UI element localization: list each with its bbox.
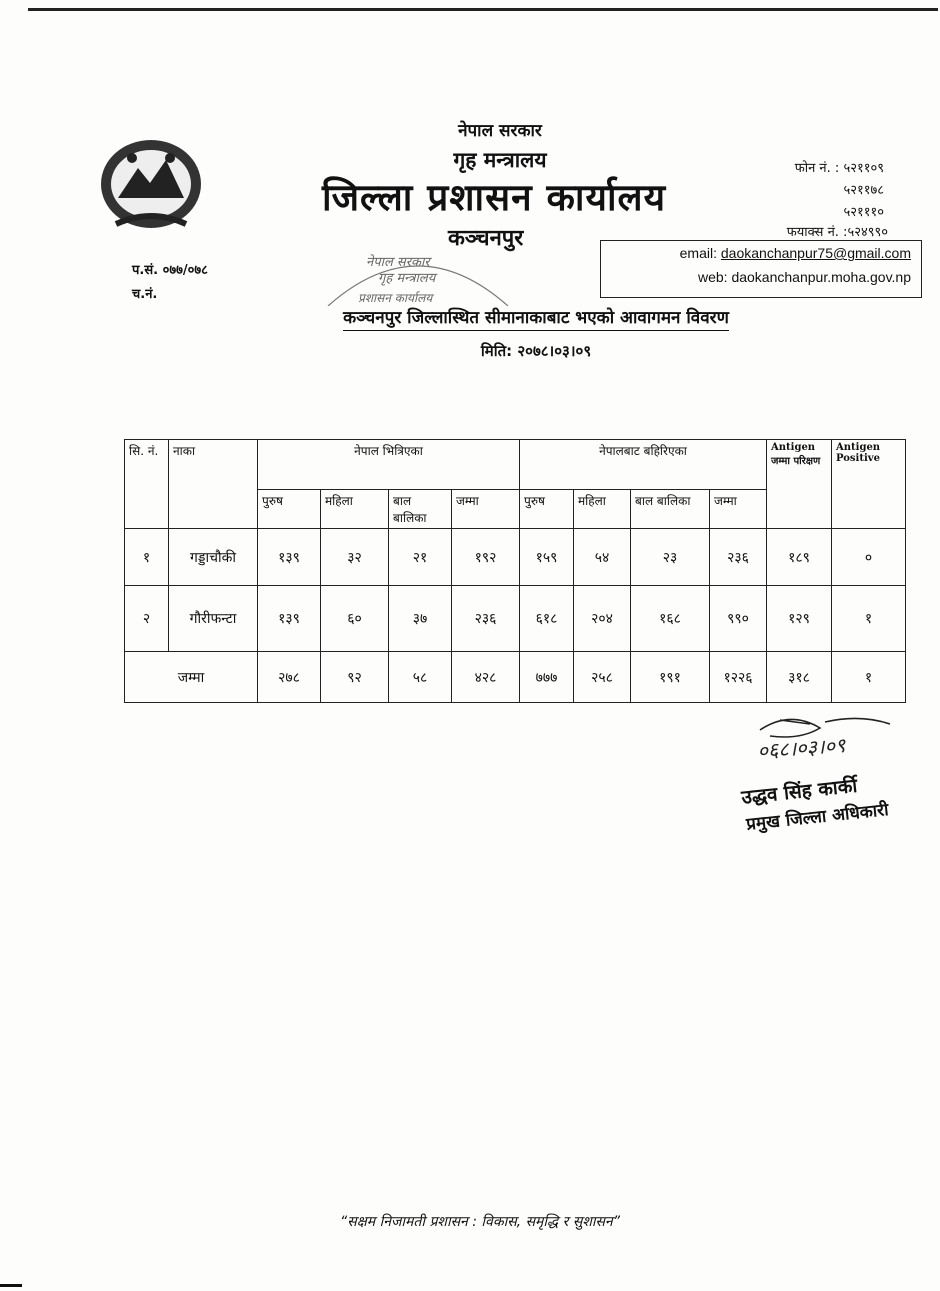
district-name: कञ्चनपुर — [448, 226, 524, 251]
cell-total-label: जम्मा — [125, 652, 258, 703]
cell-out-female: २०४ — [574, 586, 631, 652]
contact-box — [600, 240, 922, 298]
cell-sn: २ — [125, 586, 169, 652]
cell-antigen-tested: १२९ — [767, 586, 832, 652]
nepal-emblem-icon — [88, 128, 214, 236]
header-in-female: महिला — [321, 490, 389, 529]
header-in-children: बाल बालिका — [389, 490, 452, 529]
cell-total-out-children: १९१ — [631, 652, 710, 703]
header-antigen-positive: Antigen Positive — [832, 440, 906, 529]
movement-report-table — [124, 439, 906, 703]
cell-total-antigen-positive: १ — [832, 652, 906, 703]
bottom-edge-mark — [0, 1284, 22, 1287]
cell-total-in-male: २७८ — [258, 652, 321, 703]
cell-checkpoint: गड्डाचौकी — [169, 529, 258, 586]
cell-sn: १ — [125, 529, 169, 586]
cell-in-male: १३९ — [258, 586, 321, 652]
phone-label: फोन नं. : — [794, 161, 840, 176]
cell-in-male: १३९ — [258, 529, 321, 586]
table-row — [125, 529, 906, 586]
cell-out-male: ६१८ — [520, 586, 574, 652]
phone-number-3: ५२१११० — [843, 205, 884, 220]
office-name: जिल्ला प्रशासन कार्यालय — [322, 175, 667, 219]
web-line — [601, 265, 921, 289]
cell-in-female: ३२ — [321, 529, 389, 586]
signatory-name: उद्धव सिंह कार्की — [740, 774, 859, 809]
footer-motto: “सक्षम निजामती प्रशासन : विकास, समृद्धि र सुशासन” — [340, 1214, 620, 1230]
cell-in-total: २३६ — [452, 586, 520, 652]
government-name: नेपाल सरकार — [458, 121, 542, 141]
stamp-line-3: प्रशासन कार्यालय — [358, 291, 433, 305]
header-out-male: पुरुष — [520, 490, 574, 529]
cell-out-total: ९९० — [710, 586, 767, 652]
stamp-line-2: गृह मन्त्रालय — [378, 271, 436, 286]
cell-total-in-children: ५८ — [389, 652, 452, 703]
total-row — [125, 652, 906, 703]
cell-antigen-tested: १८९ — [767, 529, 832, 586]
cell-in-children: ३७ — [389, 586, 452, 652]
email-line — [601, 241, 921, 265]
ministry-name: गृह मन्त्रालय — [453, 148, 547, 172]
signature-date: ०६८।०३।०९ — [756, 732, 847, 763]
cell-total-out-female: २५८ — [574, 652, 631, 703]
header-serial: सि. नं. — [125, 440, 169, 529]
signatory-title: प्रमुख जिल्ला अधिकारी — [745, 800, 890, 835]
header-in-total: जम्मा — [452, 490, 520, 529]
email-link[interactable]: daokanchanpur75@gmail.com — [720, 245, 911, 261]
report-title-text: कञ्चनपुर जिल्लास्थित सीमानाकाबाट भएको आवागमन विवरण — [343, 308, 729, 331]
cell-out-children: १६८ — [631, 586, 710, 652]
header-out-children: बाल बालिका — [631, 490, 710, 529]
cell-total-in-total: ४२८ — [452, 652, 520, 703]
header-antigen-tested: Antigen जम्मा परिक्षण — [767, 440, 832, 529]
cell-total-out-male: ७७७ — [520, 652, 574, 703]
report-title — [0, 305, 940, 328]
header-checkpoint: नाका — [169, 440, 258, 529]
cell-out-total: २३६ — [710, 529, 767, 586]
header-out-total: जम्मा — [710, 490, 767, 529]
office-stamp — [318, 236, 518, 306]
cell-total-antigen-tested: ३१८ — [767, 652, 832, 703]
fax-label: फयाक्स नं. : — [786, 225, 848, 240]
dispatch-number: च.नं. — [132, 287, 158, 302]
phone-number-2: ५२११७८ — [843, 183, 884, 198]
cell-checkpoint: गौरीफन्टा — [169, 586, 258, 652]
header-entering: नेपाल भित्रिएका — [258, 440, 520, 490]
header-in-male: पुरुष — [258, 490, 321, 529]
cell-out-male: १५९ — [520, 529, 574, 586]
header-row-1 — [125, 440, 906, 490]
cell-in-total: १९२ — [452, 529, 520, 586]
letter-number: प.सं. ०७७/०७८ — [132, 263, 208, 278]
cell-antigen-positive: ० — [832, 529, 906, 586]
cell-out-female: ५४ — [574, 529, 631, 586]
fax-number: ५२४९९० — [847, 225, 888, 240]
handwritten-signature — [750, 710, 910, 770]
web-label: web: — [697, 269, 728, 285]
web-link[interactable]: daokanchanpur.moha.gov.np — [731, 269, 911, 285]
cell-total-in-female: ९२ — [321, 652, 389, 703]
email-label: email: — [679, 245, 717, 261]
cell-in-female: ६० — [321, 586, 389, 652]
cell-in-children: २१ — [389, 529, 452, 586]
top-border-line — [28, 8, 938, 11]
cell-total-out-total: १२२६ — [710, 652, 767, 703]
phone-line-1 — [720, 158, 884, 176]
cell-out-children: २३ — [631, 529, 710, 586]
phone-number-1: ५२११०९ — [843, 161, 884, 176]
header-leaving: नेपालबाट बहिरिएका — [520, 440, 767, 490]
report-date: मिति: २०७८।०३।०९ — [480, 342, 592, 360]
cell-antigen-positive: १ — [832, 586, 906, 652]
fax-line — [700, 222, 888, 240]
header-out-female: महिला — [574, 490, 631, 529]
stamp-line-1: नेपाल सरकार — [366, 255, 430, 270]
table-row — [125, 586, 906, 652]
